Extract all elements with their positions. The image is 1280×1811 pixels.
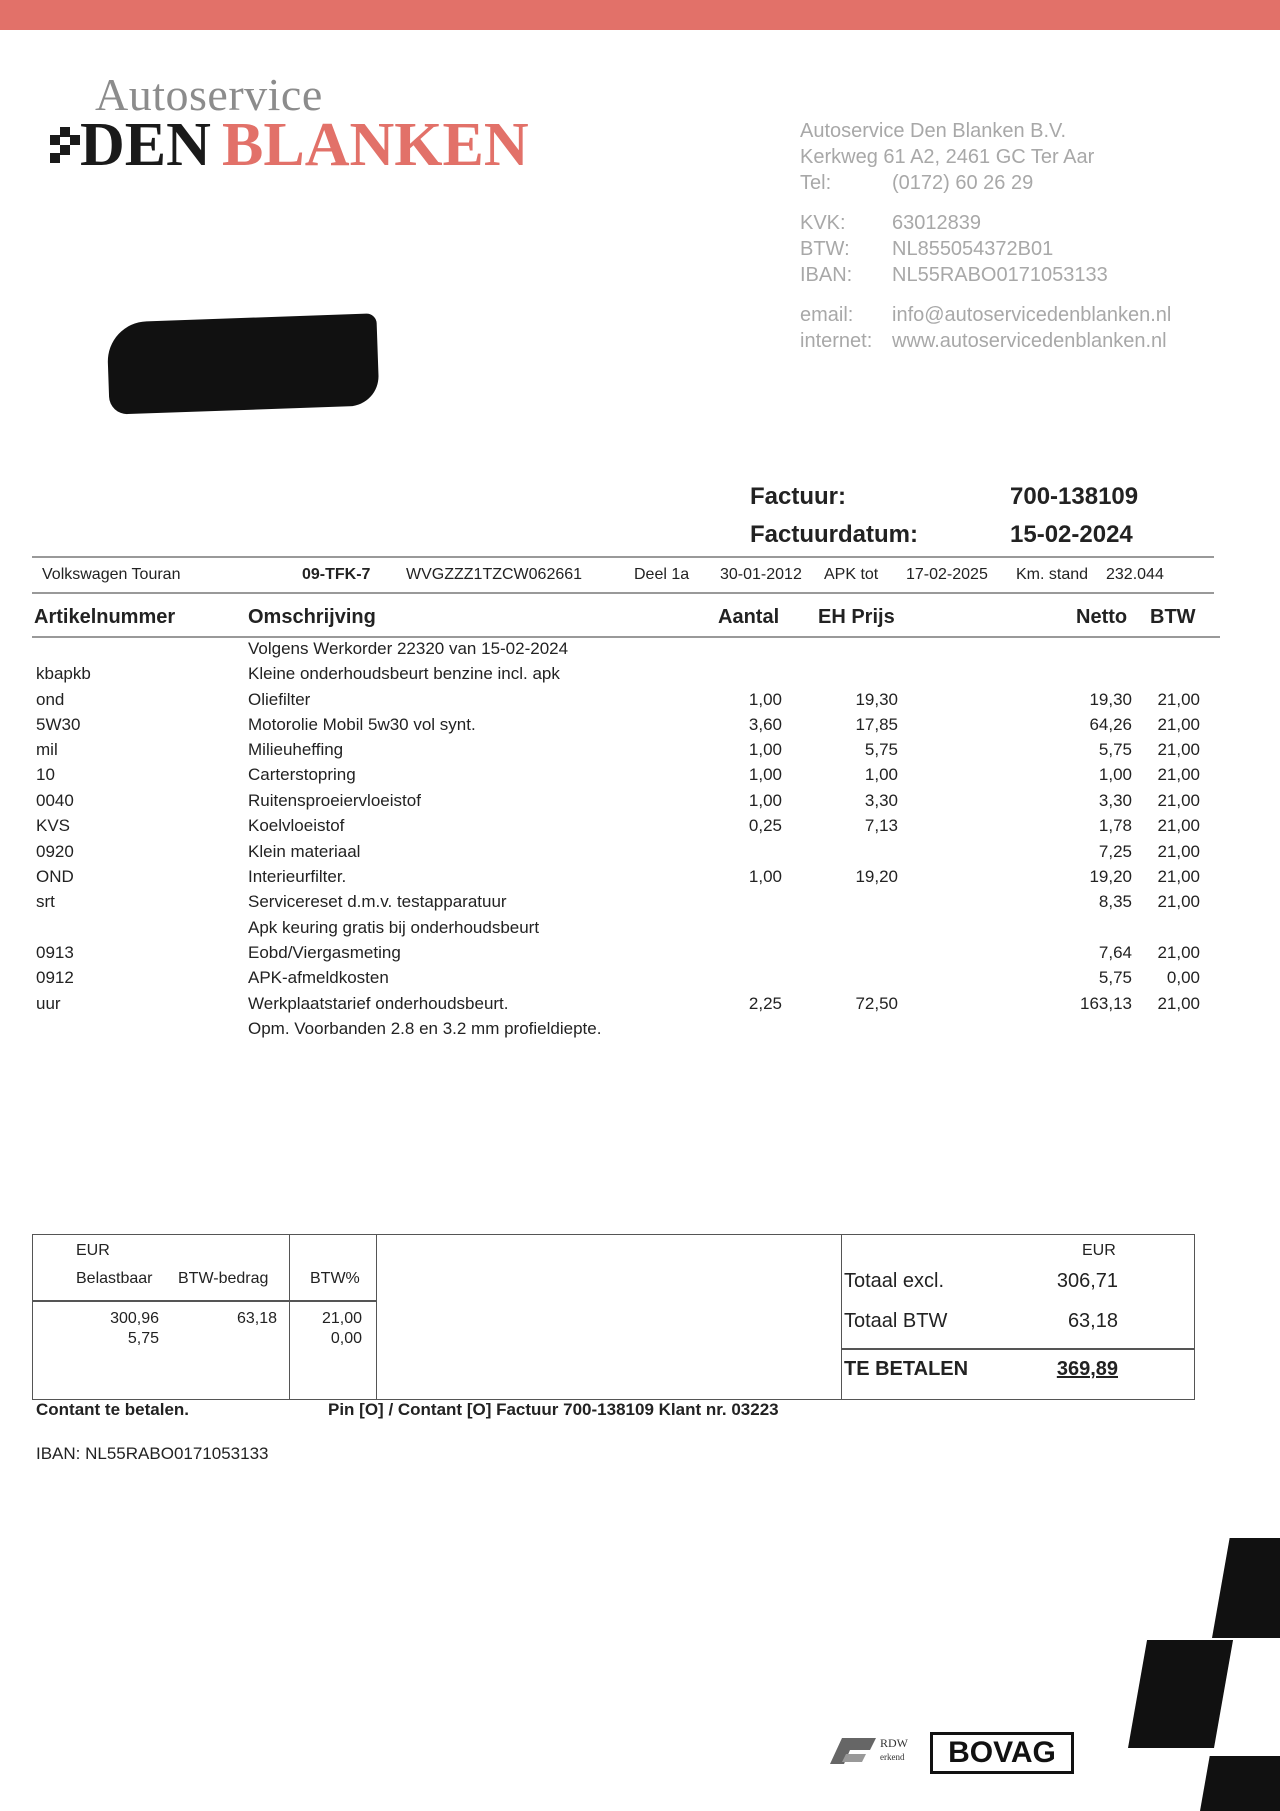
logo-den-text: DEN bbox=[80, 111, 211, 179]
company-logo bbox=[50, 69, 570, 182]
km-label: Km. stand bbox=[1016, 566, 1089, 583]
redacted-address-block bbox=[106, 313, 379, 414]
divider-vehicle bbox=[32, 592, 1214, 594]
table-row: kbapkb Kleine onderhoudsbeurt benzine incl. apk bbox=[36, 664, 560, 683]
table-row: 0912 APK-afmeldkosten 5,75 0,00 bbox=[36, 968, 1200, 987]
table-row: 0920 Klein materiaal 7,25 21,00 bbox=[36, 842, 1200, 861]
belastbaar-label: Belastbaar bbox=[76, 1270, 153, 1287]
eur-label-right: EUR bbox=[1082, 1242, 1116, 1259]
rdw-sub-label: erkend bbox=[880, 1752, 905, 1762]
deel-date: 30-01-2012 bbox=[720, 566, 802, 583]
btw-pct-value-2: 0,00 bbox=[330, 1330, 362, 1347]
factuur-number: 700-138109 bbox=[1010, 483, 1139, 510]
btw-value: NL855054372B01 bbox=[892, 238, 1054, 260]
company-address: Kerkweg 61 A2, 2461 GC Ter Aar bbox=[800, 146, 1095, 168]
kvk-label: KVK: bbox=[800, 212, 846, 234]
divider-header bbox=[32, 636, 1220, 638]
deel-label: Deel 1a bbox=[634, 566, 690, 583]
header-omschrijving: Omschrijving bbox=[248, 606, 376, 628]
logo-blanken-text: BLANKEN bbox=[222, 111, 529, 179]
totaal-excl-value: 306,71 bbox=[1056, 1270, 1118, 1292]
tel-label: Tel: bbox=[800, 172, 832, 194]
table-row: srt Servicereset d.m.v. testapparatuur 8,35 21,00 bbox=[36, 892, 1200, 911]
btw-label: BTW: bbox=[800, 238, 850, 260]
email-value: info@autoservicedenblanken.nl bbox=[892, 304, 1172, 326]
table-row: Volgens Werkorder 22320 van 15-02-2024 bbox=[248, 639, 569, 658]
footer-iban: IBAN: NL55RABO0171053133 bbox=[36, 1444, 269, 1463]
table-row: Opm. Voorbanden 2.8 en 3.2 mm profieldiepte. bbox=[248, 1019, 602, 1038]
factuurdatum-label: Factuurdatum: bbox=[750, 521, 918, 548]
btw-pct-value-1: 21,00 bbox=[321, 1310, 362, 1327]
totals-divider bbox=[841, 1348, 1195, 1350]
header-eh-prijs: EH Prijs bbox=[818, 606, 895, 628]
table-row: 5W30 Motorolie Mobil 5w30 vol synt. 3,60 17,85 64,26 21,00 bbox=[36, 715, 1200, 734]
te-betalen-value: 369,89 bbox=[1056, 1358, 1118, 1380]
table-row: ond Oliefilter 1,00 19,30 19,30 21,00 bbox=[36, 690, 1200, 709]
factuurdatum-value: 15-02-2024 bbox=[1010, 521, 1133, 548]
header-aantal: Aantal bbox=[718, 606, 780, 628]
apk-label: APK tot bbox=[824, 566, 879, 583]
table-row: Apk keuring gratis bij onderhoudsbeurt bbox=[248, 918, 540, 937]
km-value: 232.044 bbox=[1106, 566, 1164, 583]
btw-bedrag-label: BTW-bedrag bbox=[178, 1270, 269, 1287]
invoice-header bbox=[750, 478, 1138, 554]
factuur-label: Factuur: bbox=[750, 483, 846, 510]
table-row: 0040 Ruitensproeiervloeistof 1,00 3,30 3,30 21,00 bbox=[36, 791, 1200, 810]
table-row: mil Milieuheffing 1,00 5,75 5,75 21,00 bbox=[36, 740, 1200, 759]
checker-square bbox=[1128, 1640, 1233, 1748]
totaal-excl-label: Totaal excl. bbox=[844, 1270, 945, 1292]
blank-box bbox=[376, 1234, 842, 1400]
tel-value: (0172) 60 26 29 bbox=[892, 172, 1034, 194]
company-name: Autoservice Den Blanken B.V. bbox=[800, 120, 1067, 142]
logo-autoservice-text: Autoservice bbox=[95, 69, 323, 120]
internet-label: internet: bbox=[800, 330, 873, 352]
email-label: email: bbox=[800, 304, 854, 326]
eur-label-left: EUR bbox=[76, 1242, 110, 1259]
totaal-btw-label: Totaal BTW bbox=[844, 1310, 948, 1332]
header-artikelnummer: Artikelnummer bbox=[34, 606, 176, 628]
checker-square bbox=[1200, 1756, 1280, 1811]
rdw-label: RDW bbox=[880, 1736, 908, 1750]
iban-label: IBAN: bbox=[800, 264, 853, 286]
table-row: 0913 Eobd/Viergasmeting 7,64 21,00 bbox=[36, 943, 1200, 962]
divider-top bbox=[32, 556, 1214, 558]
table-row: 10 Carterstopring 1,00 1,00 1,00 21,00 bbox=[36, 765, 1200, 784]
vehicle-model: Volkswagen Touran bbox=[42, 566, 181, 583]
company-details bbox=[800, 118, 1171, 354]
table-row: OND Interieurfilter. 1,00 19,20 19,20 21,00 bbox=[36, 867, 1200, 886]
internet-value: www.autoservicedenblanken.nl bbox=[892, 330, 1167, 352]
totaal-btw-value: 63,18 bbox=[1067, 1310, 1118, 1332]
contant-text: Contant te betalen. bbox=[36, 1400, 190, 1419]
iban-value: NL55RABO0171053133 bbox=[892, 264, 1108, 286]
header-btw: BTW bbox=[1150, 606, 1196, 628]
rdw-logo-icon bbox=[826, 1730, 878, 1770]
vehicle-plate: 09-TFK-7 bbox=[302, 566, 371, 583]
kvk-value: 63012839 bbox=[892, 212, 981, 234]
bovag-badge: BOVAG bbox=[930, 1732, 1074, 1774]
table-row: uur Werkplaatstarief onderhoudsbeurt. 2,25 72,50 163,13 21,00 bbox=[36, 994, 1200, 1013]
apk-date: 17-02-2025 bbox=[906, 566, 988, 583]
checker-square bbox=[1212, 1538, 1280, 1638]
payment-line: Pin [O] / Contant [O] Factuur 700-138109 Klant nr. 03223 bbox=[328, 1400, 779, 1419]
btw-bedrag-value: 63,18 bbox=[236, 1310, 277, 1327]
belastbaar-value-2: 5,75 bbox=[127, 1330, 159, 1347]
top-accent-bar bbox=[0, 0, 1280, 30]
table-row: KVS Koelvloeistof 0,25 7,13 1,78 21,00 bbox=[36, 816, 1200, 835]
rdw-badge bbox=[826, 1730, 916, 1774]
belastbaar-value-1: 300,96 bbox=[110, 1310, 159, 1327]
btw-pct-label: BTW% bbox=[310, 1270, 360, 1287]
te-betalen-label: TE BETALEN bbox=[844, 1358, 969, 1380]
vehicle-vin: WVGZZZ1TZCW062661 bbox=[406, 566, 583, 583]
vat-divider bbox=[32, 1300, 376, 1302]
header-netto: Netto bbox=[1076, 606, 1128, 628]
